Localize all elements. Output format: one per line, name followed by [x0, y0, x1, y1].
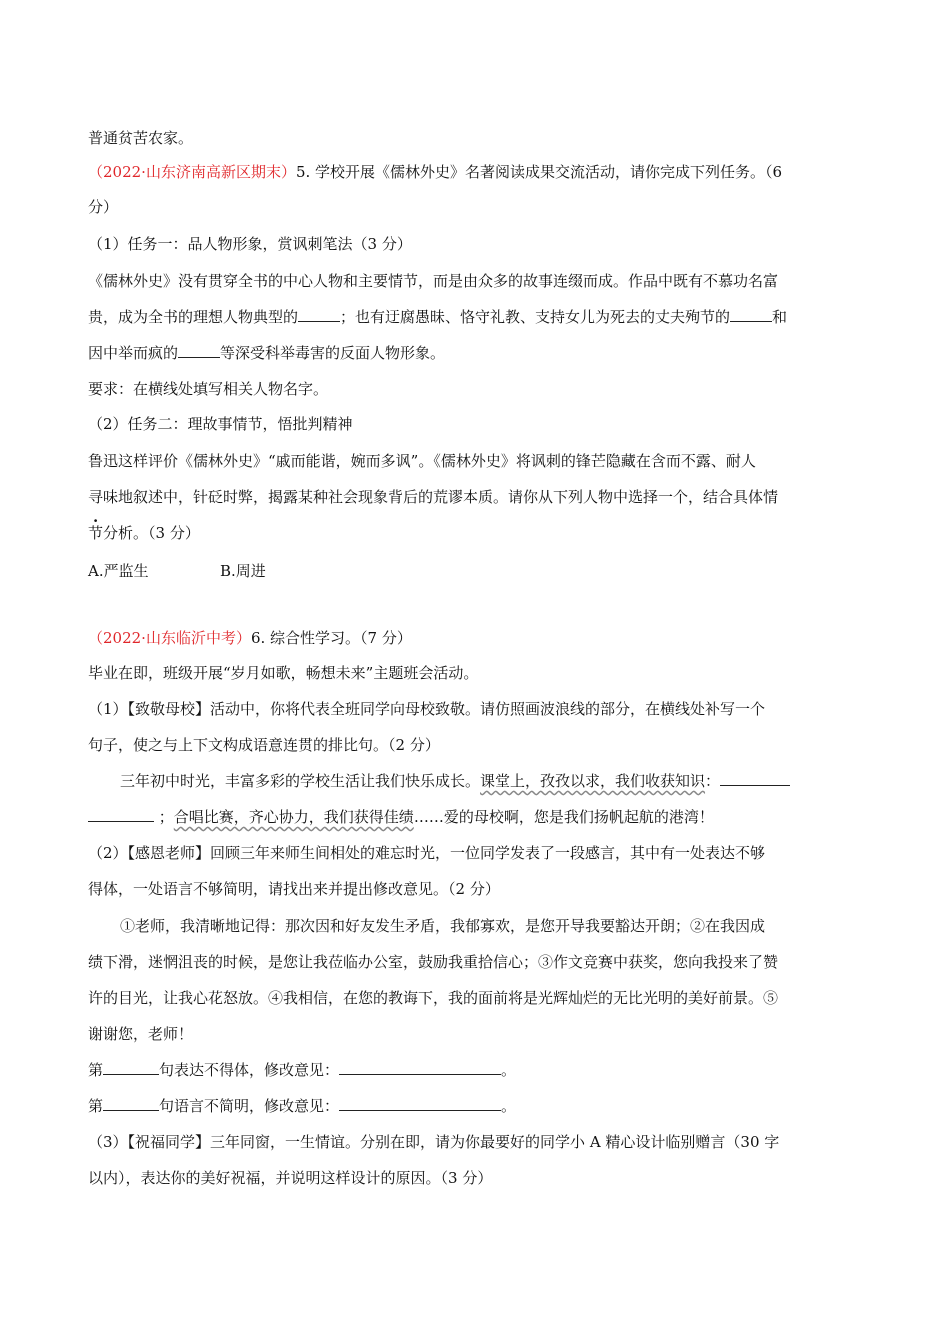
answer-blank[interactable]: [339, 1060, 501, 1075]
wavy-underline-text: 合唱比赛，齐心协力，我们获得佳绩: [173, 808, 414, 826]
answer-blank[interactable]: [339, 1096, 501, 1111]
option-b: B.周进: [220, 562, 266, 580]
answer-blank[interactable]: [720, 771, 790, 786]
q6-source: （2022·山东临沂中考）: [88, 629, 251, 647]
q6-stem: （2022·山东临沂中考）6. 综合性学习。（7 分）: [88, 629, 412, 647]
answer-line-1: 第 句表达不得体，修改意见： 。: [88, 1061, 517, 1079]
answer-blank[interactable]: [103, 1096, 159, 1111]
wavy-underline-text: 课堂上，孜孜以求，我们收获知识: [480, 772, 706, 790]
q5-stem-cont: 分）: [88, 198, 119, 216]
q6-part3: 以内），表达你的美好祝福，并说明这样设计的原因。（3 分）: [88, 1169, 493, 1187]
q5-source: （2022·山东济南高新区期末）: [88, 163, 296, 181]
task2-para: 节分析。（3 分）: [88, 524, 200, 542]
answer-blank[interactable]: [178, 343, 220, 358]
emphasis-dots-text: 具体情: [733, 488, 779, 506]
answer-blank[interactable]: [88, 807, 154, 822]
answer-blank[interactable]: [298, 307, 340, 322]
q6-part1: （1）【致敬母校】活动中，你将代表全班同学向母校致敬。请仿照画波浪线的部分，在横线处补写一个: [88, 700, 766, 718]
task1-requirement: 要求：在横线处填写相关人物名字。: [88, 380, 329, 398]
q6-part2: （2）【感恩老师】回顾三年来师生间相处的难忘时光，一位同学发表了一段感言，其中有一处表达不够: [88, 844, 766, 862]
option-a: A.严监生: [88, 562, 149, 580]
task1-para: 因中举而疯的 等深受科举毒害的反面人物形象。: [88, 344, 446, 362]
q6-part3: （3）【祝福同学】三年同窗，一生情谊。分别在即，请为你最要好的同学小 A 精心设计临别赠言（30 字: [88, 1133, 780, 1151]
q6-part1-passage: ；合唱比赛，齐心协力，我们获得佳绩……爱的母校啊，您是我们扬帆起航的港湾！: [88, 806, 714, 828]
intro-line: 普通贫苦农家。: [88, 129, 194, 147]
answer-blank[interactable]: [730, 307, 772, 322]
answer-line-2: 第 句语言不简明，修改意见： 。: [88, 1097, 517, 1115]
task2-para: 鲁迅这样评价《儒林外史》“戚而能谐，婉而多讽”。《儒林外史》将讽刺的锋芒隐藏在含而不露、耐人: [88, 452, 756, 470]
q6-intro: 毕业在即，班级开展“岁月如歌，畅想未来”主题班会活动。: [88, 664, 479, 682]
q6-part2-passage: ①老师，我清晰地记得：那次因和好友发生矛盾，我郁寡欢，是您开导我要豁达开朗；②在我因成: [120, 917, 766, 935]
task2-para: 寻味地叙述中，针砭时弊，揭露某种社会现象背后的荒谬本质。请你从下列人物中选择一个，结合具体情: [88, 488, 779, 506]
q6-part2-passage: 许的目光，让我心花怒放。④我相信，在您的教诲下，我的面前将是光辉灿烂的无比光明的美好前景。⑤: [88, 989, 779, 1007]
answer-blank[interactable]: [103, 1060, 159, 1075]
q6-part1: 句子，使之与上下文构成语意连贯的排比句。（2 分）: [88, 736, 440, 754]
q6-part2-passage: 谢谢您，老师！: [88, 1025, 194, 1043]
task1-para: 贵，成为全书的理想人物典型的 ；也有迂腐愚昧、恪守礼教、支持女儿为死去的丈夫殉节的 和: [88, 308, 788, 326]
q5-stem: （2022·山东济南高新区期末）5. 学校开展《儒林外史》名著阅读成果交流活动，请你完成下列任务。（6: [88, 163, 783, 181]
task1-title: （1）任务一：品人物形象，赏讽刺笔法（3 分）: [88, 235, 412, 253]
q6-part1-passage: 三年初中时光，丰富多彩的学校生活让我们快乐成长。课堂上，孜孜以求，我们收获知识：: [120, 770, 790, 792]
q6-part2-passage: 绩下滑，迷惘沮丧的时候，是您让我莅临办公室，鼓励我重拾信心；③作文竞赛中获奖，您向我投来了赞: [88, 953, 779, 971]
emphasis-dot-text: 节: [88, 524, 104, 542]
q6-part2: 得体，一处语言不够简明，请找出来并提出修改意见。（2 分）: [88, 880, 500, 898]
task1-para: 《儒林外史》没有贯穿全书的中心人物和主要情节，而是由众多的故事连缀而成。作品中既有不慕功名富: [88, 272, 779, 290]
task2-title: （2）任务二：理故事情节，悟批判精神: [88, 415, 353, 433]
